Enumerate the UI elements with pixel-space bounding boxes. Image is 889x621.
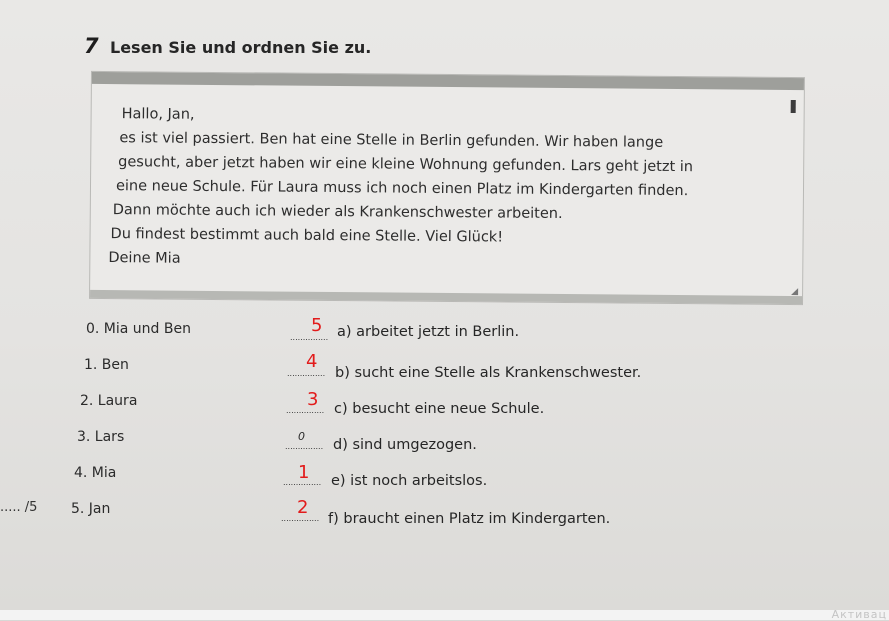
letter-line-5: Du findest bestimmt auch bald eine Stelle. Viel Glück! bbox=[110, 226, 504, 246]
activation-watermark: Активац bbox=[831, 608, 887, 621]
answer-blank-2[interactable]: ............... bbox=[286, 406, 325, 415]
person-item-5: 5. Jan bbox=[71, 501, 111, 517]
letter-line-2: gesucht, aber jetzt haben wir eine kleine Wohnung gefunden. Lars geht jetzt in bbox=[118, 154, 694, 176]
person-item-3: 3. Lars bbox=[77, 429, 125, 445]
person-item-1: 1. Ben bbox=[84, 357, 129, 373]
letter-line-1: es ist viel passiert. Ben hat eine Stelle in Berlin gefunden. Wir haben lange bbox=[119, 130, 664, 151]
textbox-bottom-bar bbox=[90, 290, 802, 304]
answer-blank-0[interactable]: ............... bbox=[290, 333, 329, 342]
statement-c: c) besucht eine neue Schule. bbox=[334, 401, 545, 417]
letter-textbox[interactable] bbox=[89, 71, 805, 305]
letter-signature: Deine Mia bbox=[108, 250, 181, 267]
handwritten-answer-5: 2 bbox=[297, 497, 309, 518]
letter-greeting: Hallo, Jan, bbox=[121, 106, 195, 123]
person-item-4: 4. Mia bbox=[74, 465, 117, 481]
statement-e: e) ist noch arbeitslos. bbox=[331, 473, 488, 489]
person-item-0: 0. Mia und Ben bbox=[86, 321, 191, 337]
handwritten-answer-1: 4 bbox=[306, 351, 318, 372]
answer-blank-4[interactable]: ............... bbox=[283, 478, 322, 487]
answer-blank-1[interactable]: ............... bbox=[287, 369, 326, 378]
exercise-title: Lesen Sie und ordnen Sie zu. bbox=[110, 38, 372, 57]
statement-b: b) sucht eine Stelle als Krankenschwester. bbox=[335, 365, 642, 381]
printed-example-answer: 0 bbox=[298, 430, 305, 443]
resize-grip-icon[interactable] bbox=[791, 288, 798, 295]
exercise-number: 7 bbox=[84, 34, 99, 58]
textbox-top-bar bbox=[92, 72, 804, 90]
statement-f: f) braucht einen Platz im Kindergarten. bbox=[328, 511, 611, 527]
statement-a: a) arbeitet jetzt in Berlin. bbox=[337, 324, 520, 340]
handwritten-answer-2: 3 bbox=[307, 389, 319, 410]
answer-blank-5[interactable]: ............... bbox=[281, 514, 320, 523]
letter-line-4: Dann möchte auch ich wieder als Krankenschwester arbeiten. bbox=[112, 202, 563, 223]
answer-blank-3[interactable]: ............... bbox=[285, 442, 324, 451]
handwritten-answer-0: 5 bbox=[311, 315, 323, 336]
letter-line-3: eine neue Schule. Für Laura muss ich noch einen Platz im Kindergarten finden. bbox=[115, 178, 689, 200]
score-box: ..... /5 bbox=[0, 500, 38, 515]
handwritten-answer-4: 1 bbox=[298, 462, 310, 483]
screen-bottom-strip bbox=[0, 610, 889, 620]
person-item-2: 2. Laura bbox=[80, 393, 138, 409]
scrollbar-thumb[interactable] bbox=[791, 100, 796, 113]
statement-d: d) sind umgezogen. bbox=[333, 437, 477, 453]
